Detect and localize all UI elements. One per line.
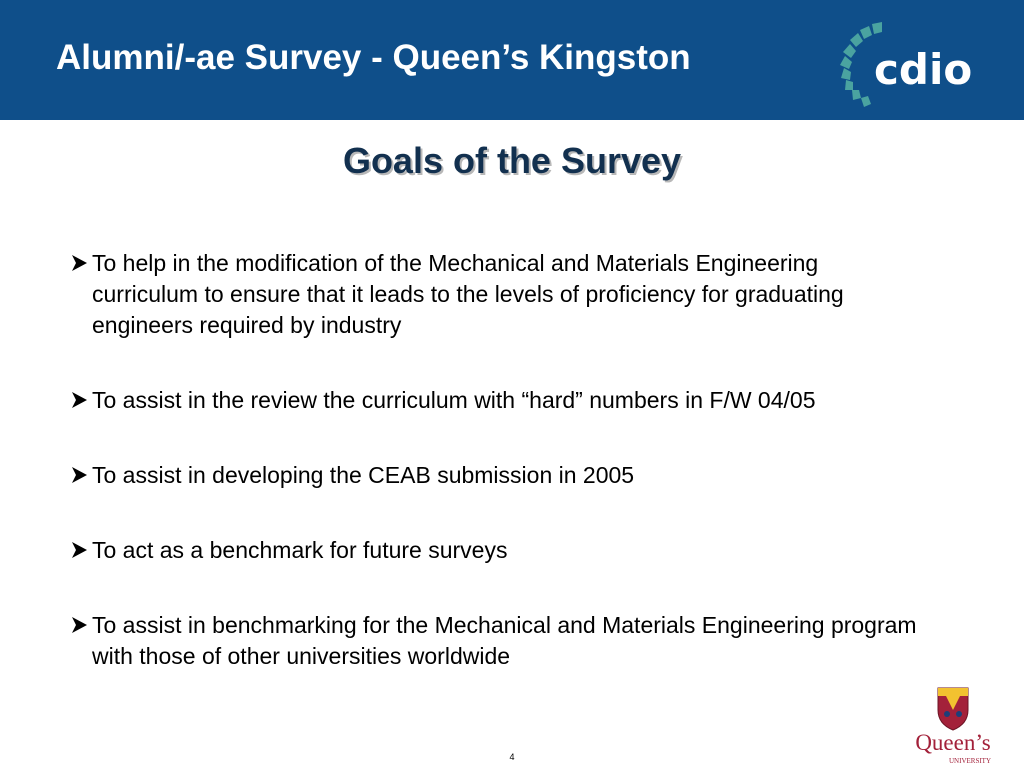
arrow-bullet-icon bbox=[70, 466, 88, 484]
bullet-text: To act as a benchmark for future surveys bbox=[92, 537, 508, 563]
svg-text:Queen’s: Queen’s bbox=[915, 730, 991, 755]
bullet-item bbox=[70, 385, 930, 416]
svg-text:cdio: cdio bbox=[874, 45, 972, 94]
cdio-logo-icon bbox=[832, 12, 972, 112]
arrow-bullet-icon bbox=[70, 391, 88, 409]
slide-title: Goals of the Survey bbox=[342, 140, 682, 181]
header-title: Alumni/-ae Survey - Queen’s Kingston bbox=[56, 38, 691, 77]
arrow-bullet-icon bbox=[70, 541, 88, 559]
svg-text:UNIVERSITY: UNIVERSITY bbox=[949, 757, 991, 765]
arrow-bullet-icon bbox=[70, 254, 88, 272]
bullet-list bbox=[70, 248, 930, 672]
queens-university-logo-icon bbox=[900, 684, 1006, 768]
slide-header bbox=[0, 0, 1024, 120]
bullet-item bbox=[70, 535, 930, 566]
bullet-item bbox=[70, 610, 930, 672]
bullet-text: To assist in benchmarking for the Mechanical and Materials Engineering program with those of other universities worldwide bbox=[92, 612, 917, 669]
page-number: 4 bbox=[509, 752, 515, 762]
arrow-bullet-icon bbox=[70, 616, 88, 634]
bullet-text: To assist in developing the CEAB submission in 2005 bbox=[92, 462, 635, 488]
bullet-text: To assist in the review the curriculum with “hard” numbers in F/W 04/05 bbox=[92, 387, 816, 413]
bullet-item bbox=[70, 460, 930, 491]
bullet-text: To help in the modification of the Mechanical and Materials Engineering curriculum to ensure that it leads to the levels of proficiency for graduating engineers required by industry bbox=[92, 250, 844, 338]
bullet-item bbox=[70, 248, 930, 341]
